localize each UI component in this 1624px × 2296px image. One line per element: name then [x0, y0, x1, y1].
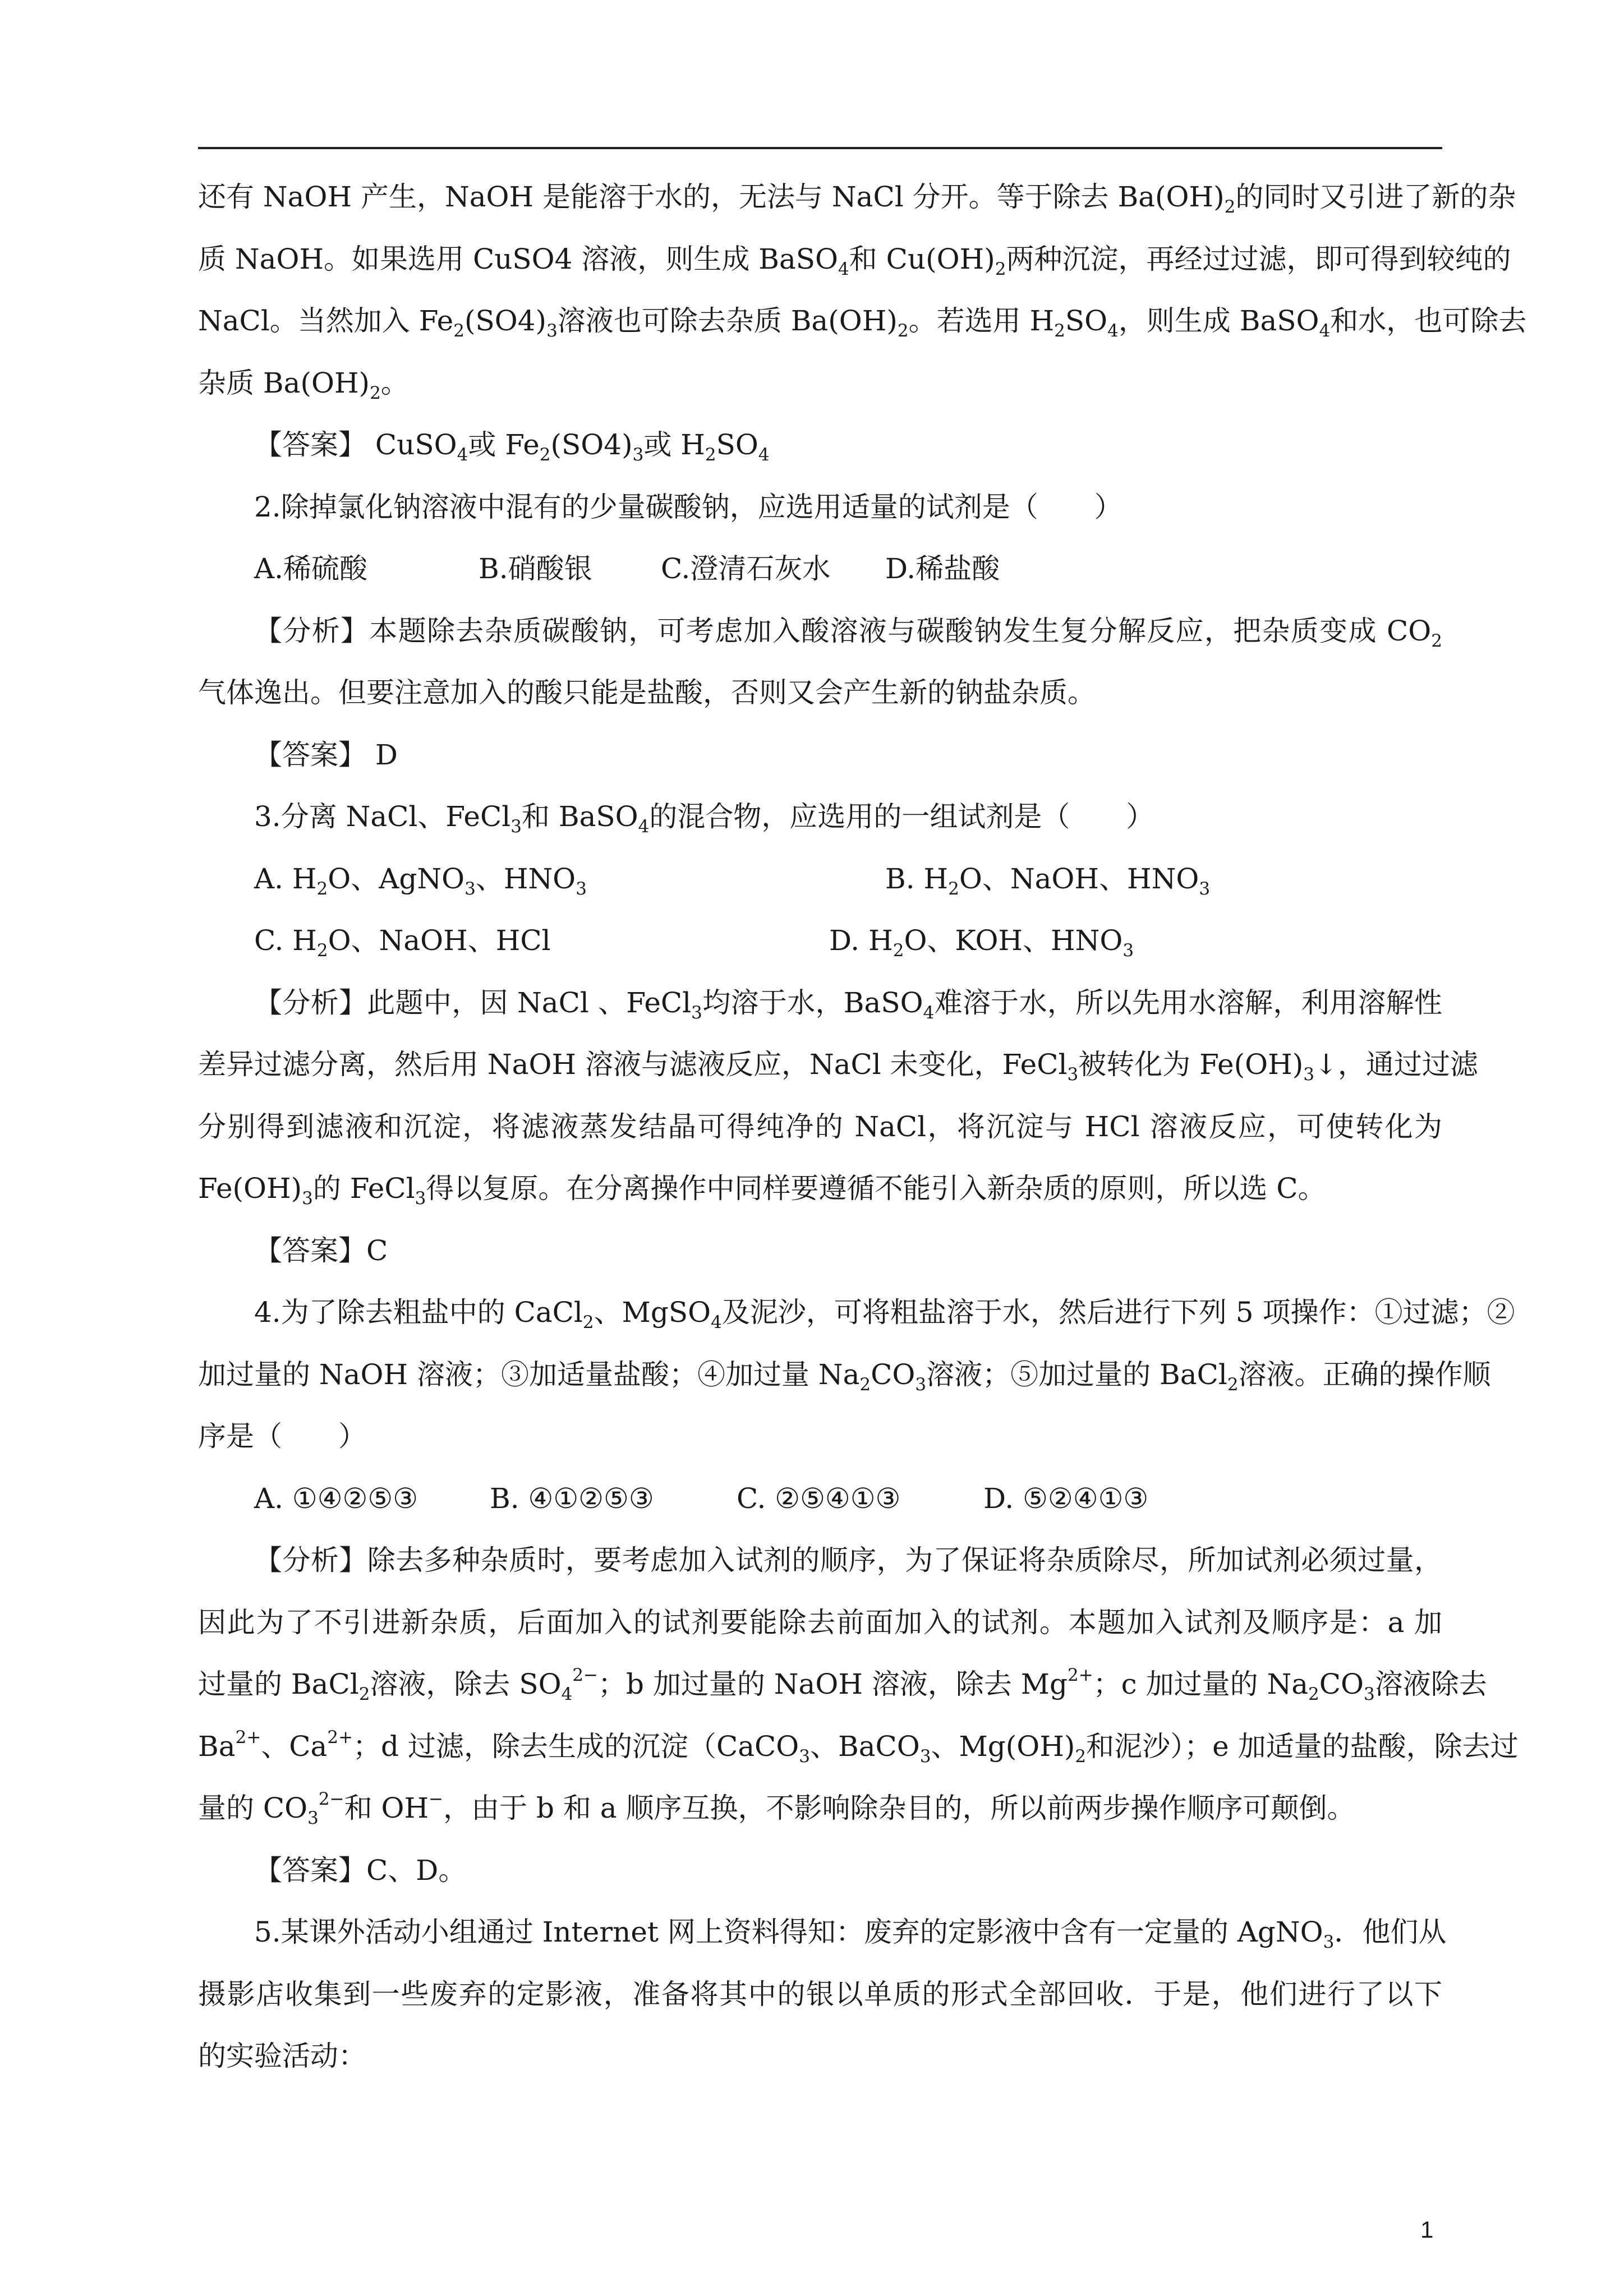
question-stem: 5.某课外活动小组通过 Internet 网上资料得知：废弃的定影液中含有一定量的 AgNO$_3$．他们从	[254, 1916, 1447, 1952]
analysis-line: 【分析】此题中，因 NaCl 、FeCl$_3$均溶于水，BaSO$_4$难溶于水，所以先用水溶解，利用溶解性	[254, 986, 1442, 1023]
answer-line: 【答案】 CuSO$_4$或 $Fe_2(SO4)_3$或 $H_2SO_4$	[254, 428, 770, 465]
answer-line: 【答案】C、D。	[254, 1854, 467, 1887]
option-b: B. $H_2O$、NaOH、$HNO_3$	[885, 862, 1211, 899]
analysis-line: 【分析】本题除去杂质碳酸钠，可考虑加入酸溶液与碳酸钠发生复分解反应，把杂质变成 $CO_2$	[254, 614, 1442, 651]
header-rule	[198, 147, 1442, 149]
answer-line: 【答案】C	[254, 1234, 388, 1267]
analysis-line: 过量的 BaCl$_2$溶液，除去 $SO_4^{2-}$；b 加过量的 NaOH 溶液，除去 $Mg^{2+}$；c 加过量的 $Na_2CO_3$溶液除去	[198, 1665, 1487, 1704]
paragraph-line: 杂质 $Ba(OH)_2$。	[198, 366, 409, 403]
analysis-line: 气体逸出。但要注意加入的酸只能是盐酸，否则又会产生新的钠盐杂质。	[198, 676, 1096, 709]
question-stem: 摄影店收集到一些废弃的定影液，准备将其中的银以单质的形式全部回收．于是，他们进行了以下	[198, 1977, 1442, 2011]
analysis-line: 【分析】除去多种杂质时，要考虑加入试剂的顺序，为了保证将杂质除尽，所加试剂必须过量，	[254, 1544, 1442, 1576]
option-d: D. ⑤②④①③	[983, 1482, 1149, 1515]
option-c: C.澄清石灰水	[661, 552, 831, 585]
option-row	[198, 910, 1442, 972]
question-stem: 的实验活动：	[198, 2040, 366, 2072]
paragraph-line: 质 NaOH。如果选用 CuSO4 溶液，则生成 BaSO$_4$和 $Cu(OH)_2$两种沉淀，再经过过滤，即可得到较纯的	[198, 242, 1511, 279]
option-row	[198, 848, 1442, 910]
paragraph-line: NaCl。当然加入 $Fe_2(SO4)_3$溶液也可除去杂质 $Ba(OH)_2$。若选用 $H_2SO_4$，则生成 BaSO$_4$和水，也可除去	[198, 305, 1527, 341]
analysis-line: $Ba^{2+}$、$Ca^{2+}$；d 过滤，除去生成的沉淀（CaCO$_3$、BaCO$_3$、$Mg(OH)_2$和泥沙）；e 加适量的盐酸，除去过	[198, 1727, 1519, 1767]
option-c: C. ②⑤④①③	[737, 1482, 901, 1515]
analysis-line: 分别得到滤液和沉淀，将滤液蒸发结晶可得纯净的 NaCl，将沉淀与 HCl 溶液反应，可使转化为	[198, 1110, 1442, 1143]
paragraph-line: 还有 NaOH 产生，NaOH 是能溶于水的，无法与 NaCl 分开。等于除去 $Ba(OH)_2$的同时又引进了新的杂	[198, 181, 1516, 217]
analysis-line: 差异过滤分离，然后用 NaOH 溶液与滤液反应，NaCl 未变化，FeCl$_3$被转化为 $Fe(OH)_3↓$，通过过滤	[198, 1048, 1478, 1085]
option-row	[198, 538, 1442, 600]
document-body	[198, 166, 1527, 2087]
option-row	[198, 1468, 1442, 1530]
question-stem: 序是（ ）	[198, 1420, 366, 1453]
question-stem: 加过量的 NaOH 溶液；③加适量盐酸；④加过量 $Na_2CO_3$溶液；⑤加过量的 BaCl$_2$溶液。正确的操作顺	[198, 1358, 1491, 1395]
option-b: B.硝酸银	[479, 552, 592, 585]
analysis-line: 量的 $CO_3^{2-}$和 OH−，由于 b 和 a 顺序互换，不影响除杂目的，所以前两步操作顺序可颠倒。	[198, 1788, 1355, 1828]
question-stem: 4.为了除去粗盐中的 CaCl$_2$、MgSO$_4$及泥沙，可将粗盐溶于水，然后进行下列 5 项操作：①过滤；②	[254, 1296, 1515, 1333]
option-c: C. $H_2O$、NaOH、HCl	[254, 924, 551, 961]
analysis-line: $Fe(OH)_3$的 FeCl$_3$得以复原。在分离操作中同样要遵循不能引入新杂质的原则，所以选 C。	[198, 1172, 1326, 1209]
option-b: B. ④①②⑤③	[490, 1482, 654, 1515]
option-d: D. $H_2O$、KOH、$HNO_3$	[829, 924, 1134, 961]
question-stem: 3.分离 NaCl、FeCl$_3$和 BaSO$_4$的混合物，应选用的一组试剂是（ ）	[254, 800, 1154, 837]
analysis-line: 因此为了不引进新杂质，后面加入的试剂要能除去前面加入的试剂。本题加入试剂及顺序是：a 加	[198, 1606, 1442, 1639]
option-a: A. ①④②⑤③	[254, 1482, 418, 1515]
answer-line: 【答案】 D	[254, 738, 398, 771]
page-number: 1	[1420, 2216, 1434, 2243]
option-a: A. $H_2O$、AgNO$_3$、$HNO_3$	[254, 862, 587, 899]
question-stem: 2.除掉氯化钠溶液中混有的少量碳酸钠，应选用适量的试剂是（ ）	[254, 490, 1122, 523]
option-d: D.稀盐酸	[885, 552, 1000, 585]
option-a: A.稀硫酸	[254, 552, 368, 585]
